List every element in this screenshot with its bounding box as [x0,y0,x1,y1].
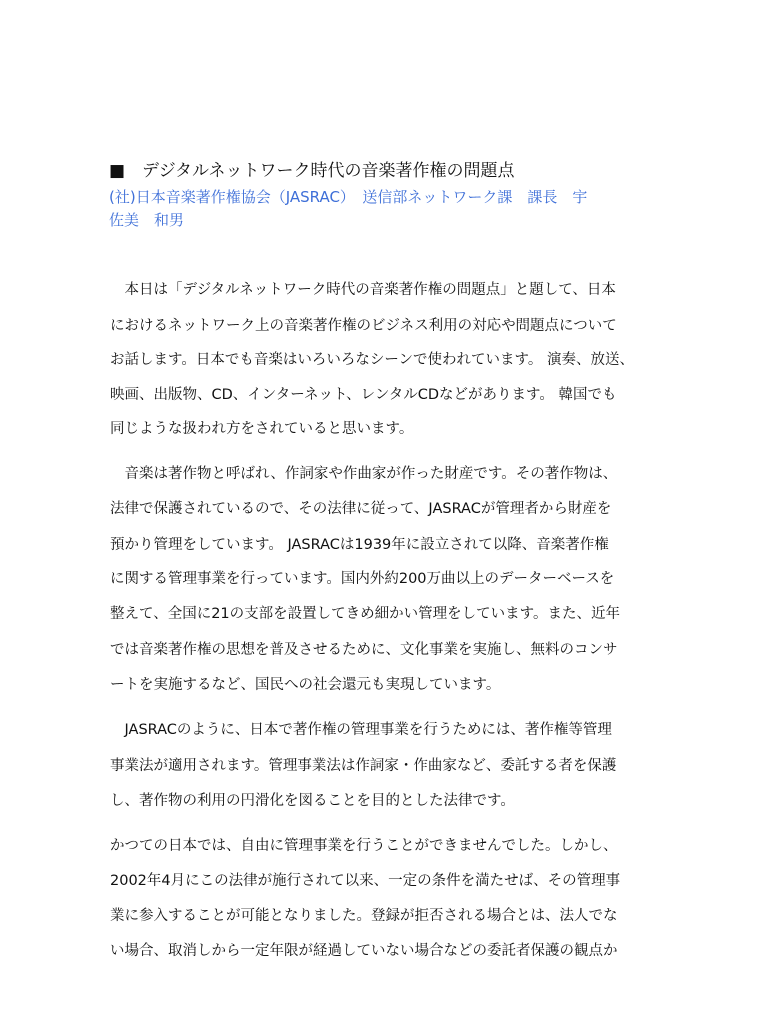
body-line: におけるネットワーク上の音楽著作権のビジネス利用の対応や問題点について [110,318,617,334]
body-line: 預かり管理をしています。 JASRACは1939年に設立されて以降、音楽著作権 [110,537,609,553]
document-title: ■ デジタルネットワーク時代の音楽著作権の問題点 [109,161,515,181]
body-line: 本日は「デジタルネットワーク時代の音楽著作権の問題点」と題して、日本 [110,282,616,298]
body-line: し、著作物の利用の円滑化を図ることを目的とした法律です。 [110,793,515,809]
body-line: 法律で保護されているので、その法律に従って、JASRACが管理者から財産を [110,501,612,517]
body-line: ートを実施するなど、国民への社会還元も実現しています。 [110,677,501,693]
body-line: に関する管理事業を行っています。国内外約200万曲以上のデーターベースを [110,571,615,587]
body-line: 映画、出版物、CD、インターネット、レンタルCDなどがあります。 韓国でも [110,387,617,403]
body-line: 2002年4月にこの法律が施行されて以来、一定の条件を満たせば、その管理事 [110,873,621,889]
author-info [109,186,587,232]
body-line: JASRACのように、日本で著作権の管理事業を行うためには、著作権等管理 [110,722,612,738]
body-line: お話します。日本でも音楽はいろいろなシーンで使われています。 演奏、放送、 [110,352,634,368]
author-line-2: 佐美 和男 [109,211,185,229]
body-line: 同じような扱われ方をされていると思います。 [110,421,414,437]
body-line: 業に参入することが可能となりました。登録が拒否される場合とは、法人でな [110,908,618,924]
body-line: 事業法が適用されます。管理事業法は作詞家・作曲家など、委託する者を保護 [110,758,617,774]
body-line: い場合、取消しから一定年限が経過していない場合などの委託者保護の観点か [110,943,618,959]
body-line: かつての日本では、自由に管理事業を行うことができませんでした。しかし、 [110,838,618,854]
body-line: 整えて、全国に21の支部を設置してきめ細かい管理をしています。また、近年 [110,606,620,622]
body-line: 音楽は著作物と呼ばれ、作詞家や作曲家が作った財産です。その著作物は、 [110,466,618,482]
body-line: では音楽著作権の思想を普及させるために、文化事業を実施し、無料のコンサ [110,642,618,658]
author-line-1: (社)日本音楽著作権協会（JASRAC） 送信部ネットワーク課 課長 宇 [109,188,588,206]
